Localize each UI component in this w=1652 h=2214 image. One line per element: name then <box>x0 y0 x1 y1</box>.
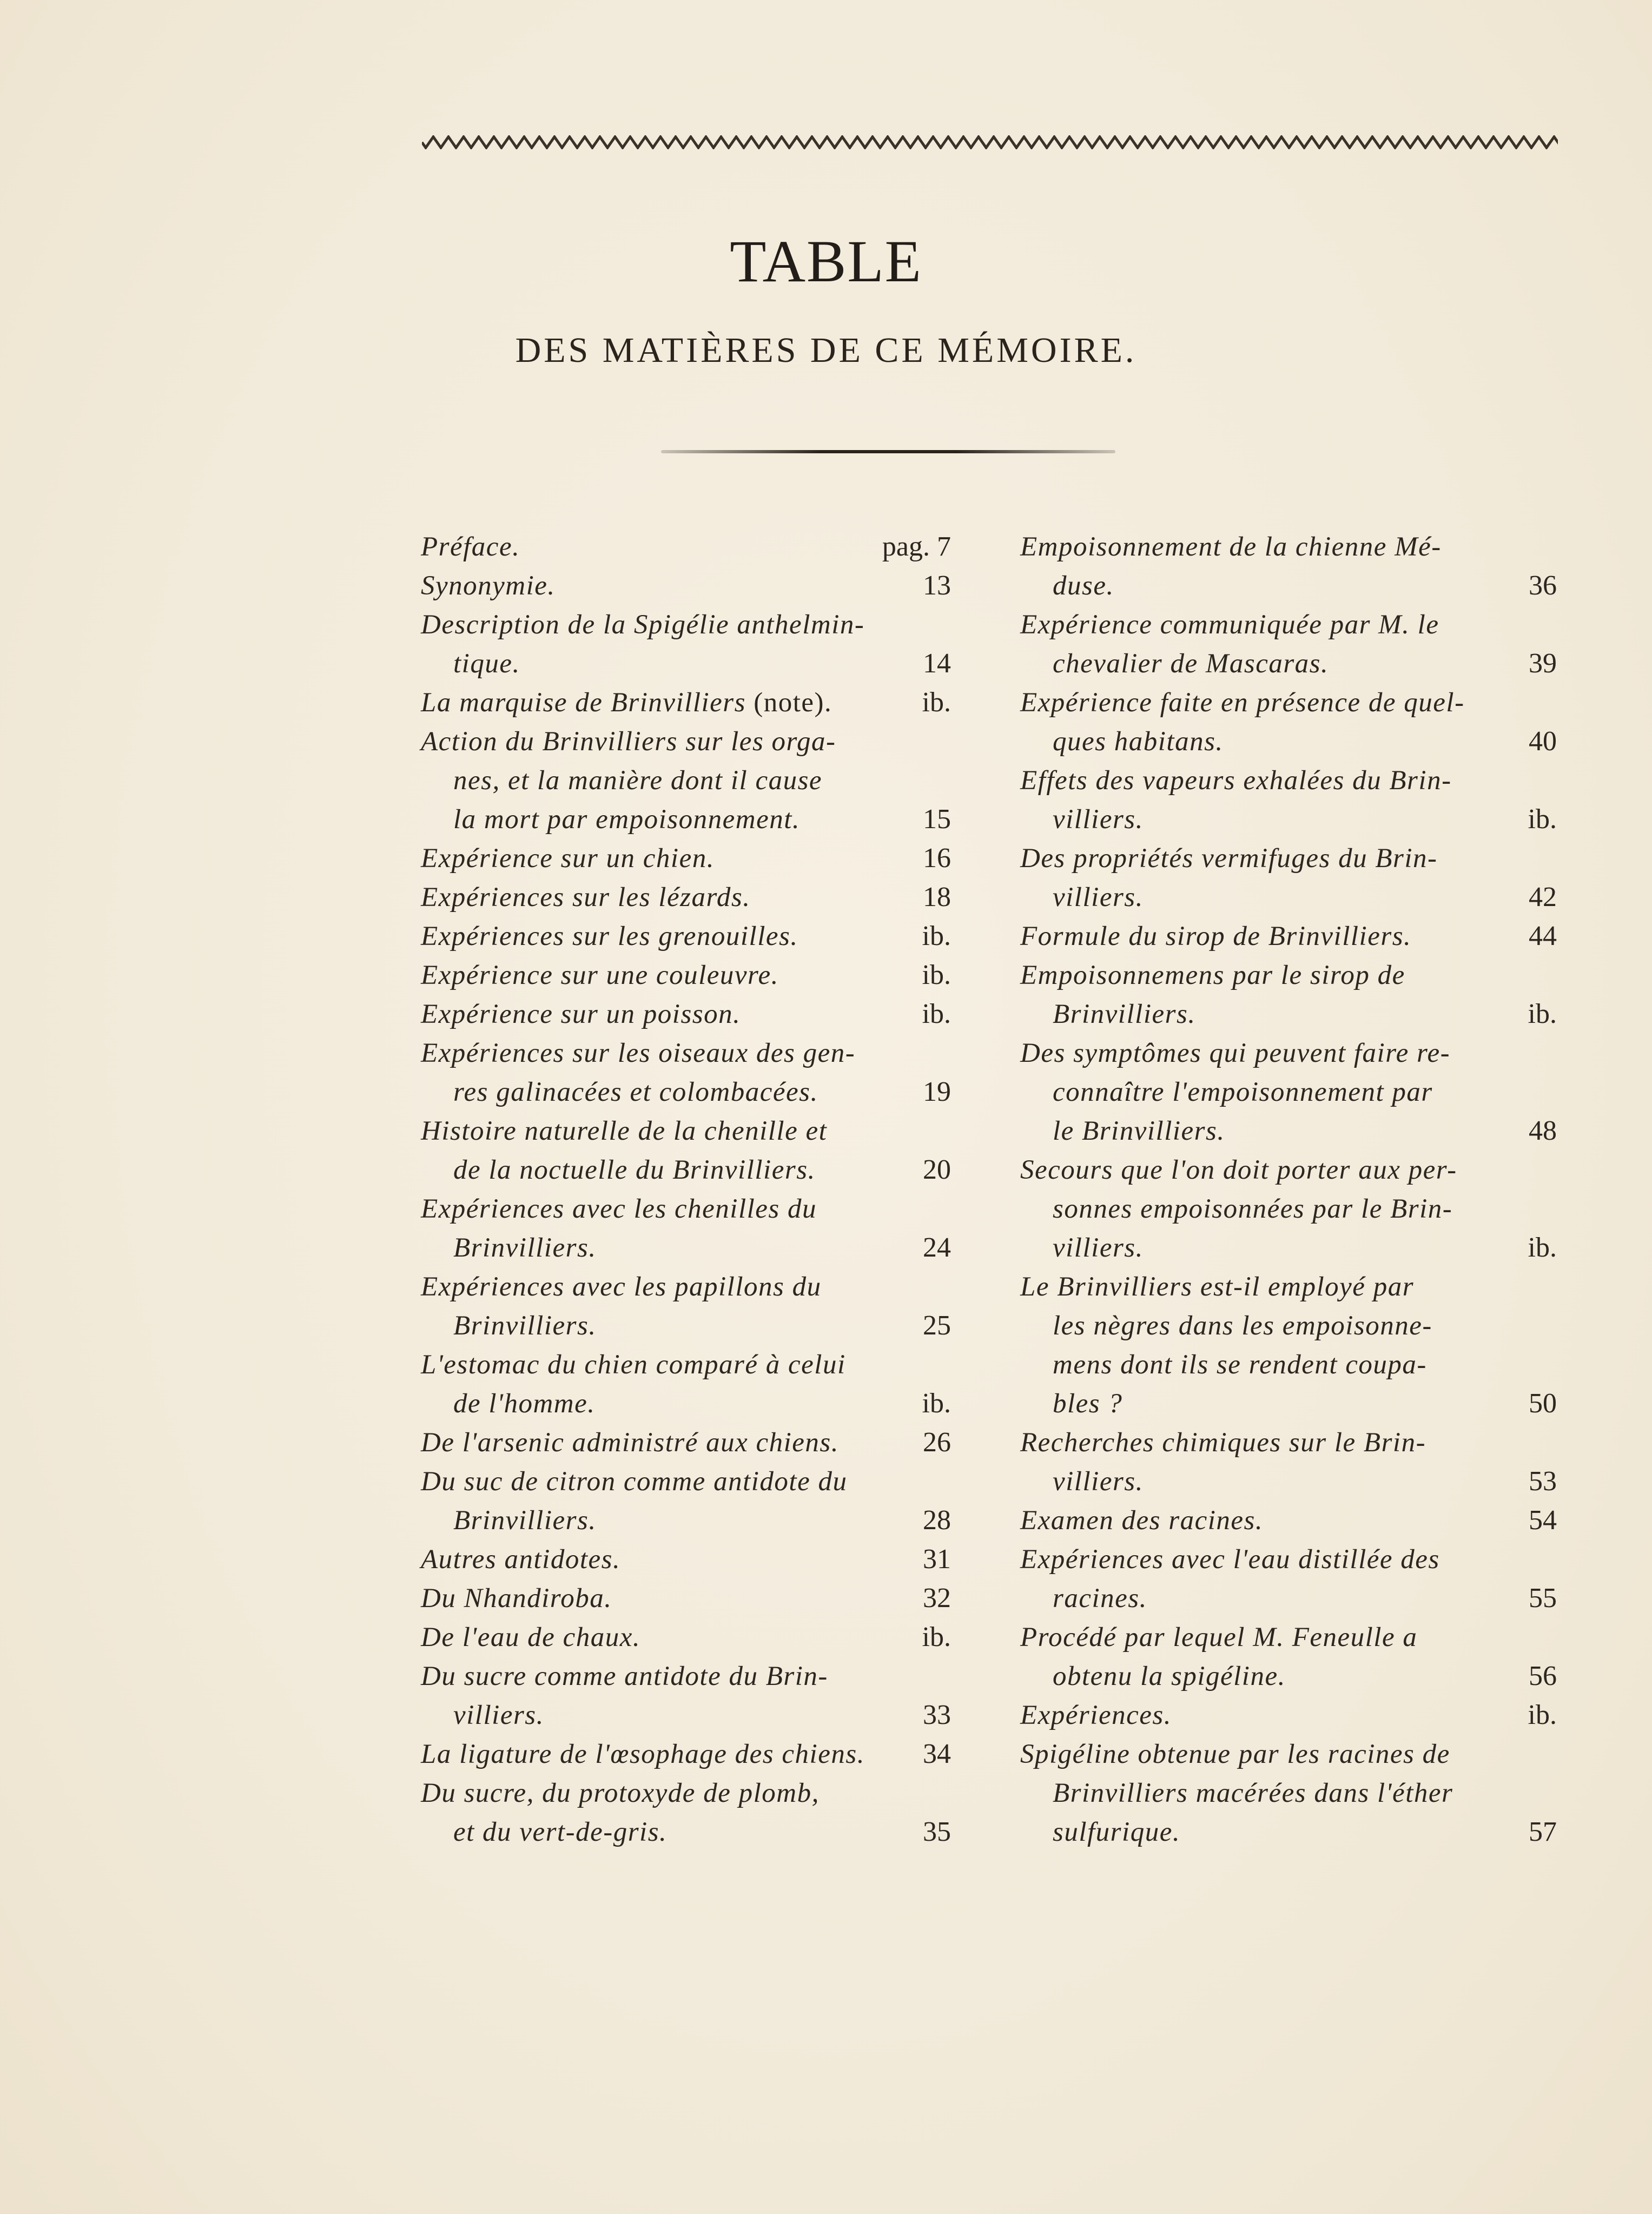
toc-entry-line-text: Expériences avec les papillons du <box>421 1272 822 1302</box>
toc-page-number: 57 <box>1529 1816 1557 1847</box>
toc-entry-line-text: Le Brinvilliers est-il employé par <box>1020 1272 1415 1302</box>
toc-entry-line <box>1020 1696 1508 1735</box>
toc-entry-line-text: de l'homme. <box>453 1389 596 1419</box>
toc-entry-line-text: Effets des vapeurs exhalées du Brin- <box>1020 765 1452 796</box>
toc-entry-title <box>421 878 902 917</box>
toc-entry-line <box>1020 1423 1508 1462</box>
toc-entry-line <box>1020 800 1508 839</box>
toc-entry-line-text: la mort par empoisonnement. <box>453 804 801 835</box>
toc-page-number: ib. <box>1528 1232 1557 1263</box>
toc-entry <box>1020 1267 1557 1423</box>
toc-page-number: 33 <box>923 1700 951 1730</box>
toc-entry <box>421 995 951 1034</box>
toc-entry-line-text: Empoisonnement de la chienne Mé- <box>1020 532 1442 562</box>
page-subtitle: DES MATIÈRES DE CE MÉMOIRE. <box>515 331 1137 370</box>
toc-entry <box>1020 605 1557 683</box>
toc-entry <box>421 1579 951 1618</box>
toc-entry-title <box>421 527 882 566</box>
toc-entry-title <box>421 1462 902 1540</box>
toc-entry-line <box>421 1462 902 1501</box>
toc-entry-line-text: Brinvilliers. <box>453 1311 597 1341</box>
toc-entry-title <box>1020 839 1508 917</box>
toc-page-number: 55 <box>1529 1583 1557 1614</box>
toc-entry-line-text: Des propriétés vermifuges du Brin- <box>1020 843 1438 874</box>
toc-entry-line-text: Description de la Spigélie anthelmin- <box>421 610 865 640</box>
toc-entry-line-text: Synonymie. <box>421 571 556 601</box>
toc-entry-line-text: Expériences sur les lézards. <box>421 882 751 913</box>
toc-entry <box>421 839 951 878</box>
toc-page-number: 16 <box>923 843 951 874</box>
toc-entry <box>1020 761 1557 839</box>
toc-entry-title <box>421 956 902 995</box>
toc-entry <box>421 1618 951 1657</box>
toc-entry-line-text: Expérience faite en présence de quel- <box>1020 688 1465 718</box>
toc-entry-line <box>421 605 902 644</box>
toc-entry <box>1020 1501 1557 1540</box>
toc-page-number: ib. <box>922 1622 951 1653</box>
toc-page-number: pag. 7 <box>882 531 951 562</box>
toc-page-number: ib. <box>922 1388 951 1419</box>
toc-entry-title <box>1020 1696 1508 1735</box>
toc-entry-line <box>1020 1384 1508 1423</box>
toc-entry-line-text: sonnes empoisonnées par le Brin- <box>1053 1194 1453 1224</box>
toc-entry-line-text: villiers. <box>1053 1233 1144 1263</box>
toc-entry-line <box>421 566 902 605</box>
toc-entry-line-text: Recherches chimiques sur le Brin- <box>1020 1427 1426 1458</box>
toc-entry-line-text: Action du Brinvilliers sur les orga- <box>421 726 836 757</box>
toc-entry <box>421 1462 951 1540</box>
toc-entry-line-text: Formule du sirop de Brinvilliers. <box>1020 921 1412 951</box>
toc-entry <box>1020 1423 1557 1501</box>
toc-entry-line <box>421 1112 902 1151</box>
toc-entry-line-text: Du Nhandiroba. <box>421 1583 612 1614</box>
toc-entry-line <box>421 1034 902 1073</box>
toc-entry-line <box>1020 1034 1508 1073</box>
toc-entry <box>1020 1618 1557 1696</box>
toc-entry-line <box>421 1228 902 1267</box>
toc-entry-line-text: Expériences avec les chenilles du <box>421 1194 817 1224</box>
decorative-border-ornament <box>422 135 1558 149</box>
toc-entry-line <box>1020 1306 1508 1345</box>
toc-entry <box>421 956 951 995</box>
toc-page-number: ib. <box>922 999 951 1029</box>
toc-entry-title <box>421 1345 902 1423</box>
toc-entry-line <box>421 1267 902 1306</box>
toc-entry-line <box>421 1151 902 1189</box>
toc-entry-line <box>1020 995 1508 1034</box>
toc-entry-line <box>421 878 902 917</box>
toc-page-number: 31 <box>923 1544 951 1575</box>
toc-page-number: 32 <box>923 1583 951 1614</box>
toc-entry-title <box>421 1540 902 1579</box>
toc-entry <box>421 527 951 566</box>
toc-entry <box>1020 527 1557 605</box>
title-rule <box>661 450 1115 453</box>
toc-entry-line <box>1020 1579 1508 1618</box>
toc-entry-line <box>1020 761 1508 800</box>
toc-entry-line-text: De l'arsenic administré aux chiens. <box>421 1427 840 1458</box>
toc-entry-line-text: L'estomac du chien comparé à celui <box>421 1350 846 1380</box>
toc-entry-line <box>421 761 902 800</box>
toc-entry-line-text: Du suc de citron comme antidote du <box>421 1466 848 1497</box>
toc-entry <box>421 1112 951 1189</box>
toc-entry-line-text: villiers. <box>1053 1466 1144 1497</box>
toc-entry-title <box>421 1189 902 1267</box>
toc-entry-line-text: tique. <box>453 649 520 679</box>
toc-page-number: 36 <box>1529 570 1557 601</box>
toc-column-right <box>1020 527 1557 1852</box>
toc-entry <box>1020 683 1557 761</box>
toc-entry-title <box>1020 761 1508 839</box>
toc-entry <box>1020 1696 1557 1735</box>
toc-entry-line-text: Secours que l'on doit porter aux per- <box>1020 1155 1457 1185</box>
toc-entry-line <box>421 1384 902 1423</box>
toc-page-number: ib. <box>1528 999 1557 1029</box>
toc-entry-title <box>421 1112 902 1189</box>
toc-entry-title <box>1020 1267 1508 1423</box>
toc-entry-title <box>421 1618 902 1657</box>
toc-page-number: ib. <box>1528 804 1557 835</box>
toc-entry-title <box>421 917 902 956</box>
toc-entry <box>421 1774 951 1852</box>
toc-entry-line <box>1020 527 1508 566</box>
toc-entry-line-text: La ligature de l'œsophage des chiens. <box>421 1739 865 1769</box>
toc-entry-line <box>1020 839 1508 878</box>
toc-entry-line-text: racines. <box>1053 1583 1147 1614</box>
toc-entry-line <box>421 1345 902 1384</box>
toc-entry-title <box>421 1657 902 1735</box>
toc-entry-line-text: Préface. <box>421 532 520 562</box>
toc-entry-title <box>421 1735 902 1774</box>
toc-entry-line <box>1020 1462 1508 1501</box>
toc-page-number: 18 <box>923 882 951 913</box>
toc-entry-line <box>421 839 902 878</box>
toc-entry-line <box>421 1774 902 1813</box>
toc-entry-line-text: villiers. <box>1053 804 1144 835</box>
toc-entry-line <box>421 1579 902 1618</box>
toc-page-number: 56 <box>1529 1661 1557 1691</box>
toc-page-number: 25 <box>923 1310 951 1341</box>
toc-entry-line-text: Expérience sur un poisson. <box>421 999 741 1029</box>
toc-entry-line <box>421 644 902 683</box>
toc-page-number: ib. <box>922 687 951 718</box>
toc-entry <box>1020 956 1557 1034</box>
toc-entry <box>421 1540 951 1579</box>
toc-entry-line <box>1020 683 1508 722</box>
toc-page-number: 14 <box>923 648 951 679</box>
toc-entry-line-text: Expérience sur une couleuvre. <box>421 960 779 990</box>
toc-entry-line-text: sulfurique. <box>1053 1817 1181 1847</box>
toc-entry-title <box>421 566 902 605</box>
toc-entry <box>421 683 951 722</box>
toc-entry-line <box>1020 1540 1508 1579</box>
toc-page-number: 20 <box>923 1154 951 1185</box>
toc-entry-title <box>421 1267 902 1345</box>
toc-entry-line-text: Brinvilliers. <box>453 1233 597 1263</box>
toc-entry-title <box>421 722 902 839</box>
toc-entry-line <box>421 722 902 761</box>
toc-entry-line <box>421 800 902 839</box>
toc-entry-title <box>1020 1151 1508 1267</box>
toc-entry-line-text: Autres antidotes. <box>421 1544 621 1575</box>
toc-entry-line <box>421 1696 902 1735</box>
toc-page-number: 35 <box>923 1816 951 1847</box>
toc-entry-line <box>421 1073 902 1112</box>
toc-entry-title <box>1020 1034 1508 1151</box>
toc-page-number: 39 <box>1529 648 1557 679</box>
toc-entry <box>421 722 951 839</box>
toc-page-number: 26 <box>923 1427 951 1458</box>
toc-entry-title <box>1020 605 1508 683</box>
toc-entry-line <box>421 1306 902 1345</box>
toc-entry-line-text: obtenu la spigéline. <box>1053 1661 1286 1691</box>
toc-entry-line-text: La marquise de Brinvilliers <box>421 688 746 718</box>
toc-entry <box>1020 1151 1557 1267</box>
toc-entry-line <box>421 1501 902 1540</box>
toc-entry-line <box>421 1735 902 1774</box>
toc-entry-line-text: Brinvilliers. <box>1053 999 1196 1029</box>
toc-page-number: 28 <box>923 1505 951 1536</box>
toc-entry-line-text: de la noctuelle du Brinvilliers. <box>453 1155 816 1185</box>
toc-entry-line <box>1020 1189 1508 1228</box>
toc-entry-line <box>1020 644 1508 683</box>
toc-entry-title <box>421 1579 902 1618</box>
toc-page-number: 42 <box>1529 882 1557 913</box>
toc-entry <box>421 1034 951 1112</box>
toc-entry-line-text: Spigéline obtenue par les racines de <box>1020 1739 1450 1769</box>
toc-page-number: ib. <box>922 921 951 951</box>
toc-entry-line-text: le Brinvilliers. <box>1053 1116 1225 1146</box>
toc-entry-line <box>421 1423 902 1462</box>
toc-entry <box>421 1345 951 1423</box>
toc-entry-line <box>1020 722 1508 761</box>
toc-entry-line <box>1020 1151 1508 1189</box>
toc-entry-line-text: nes, et la manière dont il cause <box>453 765 823 796</box>
toc-entry <box>1020 917 1557 956</box>
toc-entry-line-text: chevalier de Mascaras. <box>1053 649 1329 679</box>
toc-entry-line-text: Expériences avec l'eau distillée des <box>1020 1544 1440 1575</box>
toc-entry-line-text: bles ? <box>1053 1389 1123 1419</box>
toc-entry-line-text: Expériences. <box>1020 1700 1172 1730</box>
toc-entry <box>421 878 951 917</box>
toc-entry-line <box>421 683 902 722</box>
toc-entry <box>421 1189 951 1267</box>
toc-entry-line-text: ques habitans. <box>1053 726 1224 757</box>
toc-entry-line <box>1020 1618 1508 1657</box>
toc-page-number: 54 <box>1529 1505 1557 1536</box>
toc-entry-line-text: De l'eau de chaux. <box>421 1622 641 1653</box>
toc-entry-line <box>421 995 902 1034</box>
toc-entry-line <box>421 917 902 956</box>
toc-entry-line-text: les nègres dans les empoisonne- <box>1053 1311 1432 1341</box>
toc-entry <box>421 605 951 683</box>
toc-entry-title <box>1020 1540 1508 1618</box>
toc-entry-line-text: res galinacées et colombacées. <box>453 1077 818 1107</box>
toc-entry <box>1020 1540 1557 1618</box>
toc-entry-line-text: et du vert-de-gris. <box>453 1817 668 1847</box>
toc-entry <box>421 1657 951 1735</box>
toc-entry-line <box>1020 1345 1508 1384</box>
page-title: TABLE <box>730 228 922 294</box>
toc-entry <box>421 917 951 956</box>
toc-entry-title <box>421 1774 902 1852</box>
toc-page-number: 48 <box>1529 1115 1557 1146</box>
toc-entry-title <box>1020 1501 1508 1540</box>
toc-entry <box>1020 839 1557 917</box>
toc-entry-line <box>1020 1228 1508 1267</box>
toc-entry-line <box>421 1618 902 1657</box>
toc-page-number: ib. <box>922 960 951 990</box>
toc-entry-line-text: connaître l'empoisonnement par <box>1053 1077 1433 1107</box>
toc-page-number: 40 <box>1529 726 1557 757</box>
toc-entry-line <box>1020 1501 1508 1540</box>
toc-entry-note: (note). <box>746 688 832 718</box>
toc-entry-line <box>421 956 902 995</box>
toc-entry-line <box>421 1189 902 1228</box>
toc-entry-line-text: mens dont ils se rendent coupa- <box>1053 1350 1427 1380</box>
toc-entry-line <box>421 1657 902 1696</box>
toc-entry-line-text: Des symptômes qui peuvent faire re- <box>1020 1038 1451 1068</box>
toc-entry-line-text: Examen des racines. <box>1020 1505 1264 1536</box>
toc-entry-title <box>421 1034 902 1112</box>
toc-page-number: 19 <box>923 1076 951 1107</box>
toc-entry-line <box>1020 917 1508 956</box>
toc-entry-title <box>421 683 902 722</box>
toc-entry-line <box>1020 605 1508 644</box>
toc-entry-line-text: Expérience communiquée par M. le <box>1020 610 1439 640</box>
toc-entry-line-text: Du sucre comme antidote du Brin- <box>421 1661 828 1691</box>
toc-page-number: 44 <box>1529 921 1557 951</box>
toc-entry-line <box>1020 878 1508 917</box>
toc-entry-title <box>1020 956 1508 1034</box>
toc-entry-line-text: Du sucre, du protoxyde de plomb, <box>421 1778 820 1808</box>
toc-entry <box>1020 1735 1557 1852</box>
toc-entry-line-text: Empoisonnemens par le sirop de <box>1020 960 1405 990</box>
toc-page-number: 53 <box>1529 1466 1557 1497</box>
toc-entry-line <box>421 527 882 566</box>
toc-entry-line-text: Expériences sur les oiseaux des gen- <box>421 1038 856 1068</box>
toc-page-number: 13 <box>923 570 951 601</box>
toc-entry-line <box>1020 956 1508 995</box>
toc-entry-title <box>1020 1618 1508 1696</box>
toc-entry <box>1020 1034 1557 1151</box>
toc-page-number: 15 <box>923 804 951 835</box>
toc-entry <box>421 1735 951 1774</box>
toc-entry-line-text: Procédé par lequel M. Feneulle a <box>1020 1622 1418 1653</box>
toc-entry-line-text: duse. <box>1053 571 1114 601</box>
toc-entry-line <box>421 1813 902 1852</box>
toc-entry-line-text: villiers. <box>1053 882 1144 913</box>
toc-entry-title <box>1020 527 1508 605</box>
toc-entry-title <box>1020 1423 1508 1501</box>
toc-column-left <box>421 527 951 1852</box>
toc-entry-line-text: villiers. <box>453 1700 544 1730</box>
toc-entry-title <box>421 839 902 878</box>
toc-entry-line <box>1020 1267 1508 1306</box>
toc-page-number: 24 <box>923 1232 951 1263</box>
toc-entry-line-text: Brinvilliers macérées dans l'éther <box>1053 1778 1453 1808</box>
toc-entry-line <box>1020 566 1508 605</box>
toc-entry-line-text: Brinvilliers. <box>453 1505 597 1536</box>
toc-entry-line-text: Expériences sur les grenouilles. <box>421 921 798 951</box>
toc-entry-title <box>1020 683 1508 761</box>
toc-entry-line <box>421 1540 902 1579</box>
toc-entry-line <box>1020 1774 1508 1813</box>
toc-entry-line <box>1020 1735 1508 1774</box>
toc-entry <box>421 1423 951 1462</box>
toc-entry-line <box>1020 1813 1508 1852</box>
toc-entry-line <box>1020 1073 1508 1112</box>
toc-entry-title <box>421 995 902 1034</box>
toc-entry-title <box>421 1423 902 1462</box>
toc-entry-title <box>421 605 902 683</box>
toc-entry-title <box>1020 1735 1508 1852</box>
toc-entry <box>421 566 951 605</box>
toc-entry-line-text: Histoire naturelle de la chenille et <box>421 1116 828 1146</box>
toc-entry-line-text: Expérience sur un chien. <box>421 843 715 874</box>
toc-page-number: 34 <box>923 1739 951 1769</box>
toc-entry-title <box>1020 917 1508 956</box>
toc-page-number: ib. <box>1528 1700 1557 1730</box>
toc-page-number: 50 <box>1529 1388 1557 1419</box>
toc-entry <box>421 1267 951 1345</box>
toc-entry-line <box>1020 1657 1508 1696</box>
toc-entry-line <box>1020 1112 1508 1151</box>
